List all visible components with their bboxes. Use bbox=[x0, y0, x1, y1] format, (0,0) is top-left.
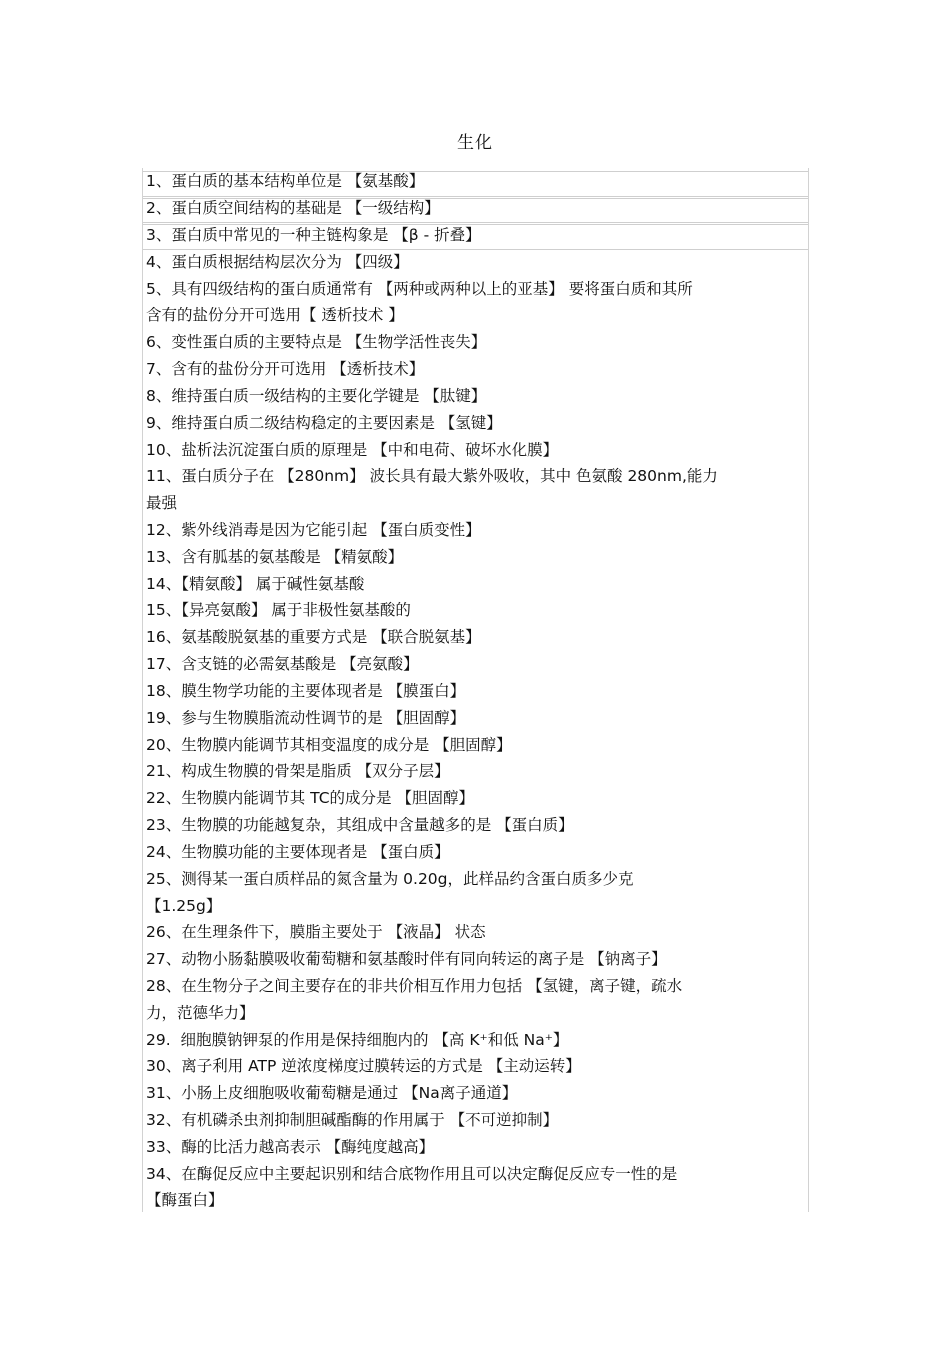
text-line: 19、参与生物膜脂流动性调节的是 【胆固醇】 bbox=[146, 709, 466, 727]
document-body bbox=[142, 168, 809, 1212]
text-line: 34、在酶促反应中主要起识别和结合底物作用且可以决定酶促反应专一性的是 bbox=[146, 1165, 678, 1183]
text-line: 【酶蛋白】 bbox=[146, 1191, 224, 1209]
text-line: 10、盐析法沉淀蛋白质的原理是 【中和电荷、破坏水化膜】 bbox=[146, 441, 559, 459]
text-line: 7、含有的盐份分开可选用 【透析技术】 bbox=[146, 360, 425, 378]
text-line: 15、【异亮氨酸】 属于非极性氨基酸的 bbox=[146, 601, 411, 619]
text-line: 25、测得某一蛋白质样品的氮含量为 0.20g，此样品约含蛋白质多少克 bbox=[146, 870, 634, 888]
text-line: 18、膜生物学功能的主要体现者是 【膜蛋白】 bbox=[146, 682, 466, 700]
text-line: 33、酶的比活力越高表示 【酶纯度越高】 bbox=[146, 1138, 435, 1156]
text-line: 力，范德华力】 bbox=[146, 1004, 255, 1022]
text-line: 4、蛋白质根据结构层次分为 【四级】 bbox=[146, 253, 409, 271]
text-line: 26、在生理条件下，膜脂主要处于 【液晶】 状态 bbox=[146, 923, 486, 941]
text-line: 11、蛋白质分子在 【280nm】 波长具有最大紫外吸收，其中 色氨酸 280nm,能力 bbox=[146, 467, 718, 485]
page-title: 生化 bbox=[457, 133, 493, 153]
text-line: 9、维持蛋白质二级结构稳定的主要因素是 【氢键】 bbox=[146, 414, 502, 432]
text-line: 14、【精氨酸】 属于碱性氨基酸 bbox=[146, 575, 365, 593]
text-line: 最强 bbox=[146, 494, 178, 512]
text-line: 32、有机磷杀虫剂抑制胆碱酯酶的作用属于 【不可逆抑制】 bbox=[146, 1111, 559, 1129]
text-line: 24、生物膜功能的主要体现者是 【蛋白质】 bbox=[146, 843, 450, 861]
text-line: 16、氨基酸脱氨基的重要方式是 【联合脱氨基】 bbox=[146, 628, 481, 646]
text-line: 13、含有胍基的氨基酸是 【精氨酸】 bbox=[146, 548, 404, 566]
text-line: 17、含支链的必需氨基酸是 【亮氨酸】 bbox=[146, 655, 419, 673]
text-line: 22、生物膜内能调节其 TC的成分是 【胆固醇】 bbox=[146, 789, 474, 807]
text-line: 23、生物膜的功能越复杂，其组成中含量越多的是 【蛋白质】 bbox=[146, 816, 574, 834]
text-line: 31、小肠上皮细胞吸收葡萄糖是通过 【Na离子通道】 bbox=[146, 1084, 518, 1102]
text-line: 6、变性蛋白质的主要特点是 【生物学活性丧失】 bbox=[146, 333, 487, 351]
text-line: 8、维持蛋白质一级结构的主要化学键是 【肽键】 bbox=[146, 387, 487, 405]
text-line: 21、构成生物膜的骨架是脂质 【双分子层】 bbox=[146, 762, 450, 780]
text-line: 30、离子利用 ATP 逆浓度梯度过膜转运的方式是 【主动运转】 bbox=[146, 1057, 581, 1075]
text-line: 1、蛋白质的基本结构单位是 【氨基酸】 bbox=[146, 172, 425, 190]
text-line: 2、蛋白质空间结构的基础是 【一级结构】 bbox=[146, 199, 440, 217]
text-line: 12、紫外线消毒是因为它能引起 【蛋白质变性】 bbox=[146, 521, 481, 539]
text-line: 【1.25g】 bbox=[146, 897, 222, 915]
text-line: 27、动物小肠黏膜吸收葡萄糖和氨基酸时伴有同向转运的离子是 【钠离子】 bbox=[146, 950, 667, 968]
text-line: 5、具有四级结构的蛋白质通常有 【两种或两种以上的亚基】 要将蛋白质和其所 bbox=[146, 280, 693, 298]
text-line: 20、生物膜内能调节其相变温度的成分是 【胆固醇】 bbox=[146, 736, 512, 754]
text-line: 29. 细胞膜钠钾泵的作用是保持细胞内的 【高 K⁺和低 Na⁺】 bbox=[146, 1031, 569, 1049]
text-line: 28、在生物分子之间主要存在的非共价相互作用力包括 【氢键，离子键，疏水 bbox=[146, 977, 683, 995]
text-line: 含有的盐份分开可选用【 透析技术 】 bbox=[146, 306, 404, 324]
text-line: 3、蛋白质中常见的一种主链构象是 【β - 折叠】 bbox=[146, 226, 481, 244]
